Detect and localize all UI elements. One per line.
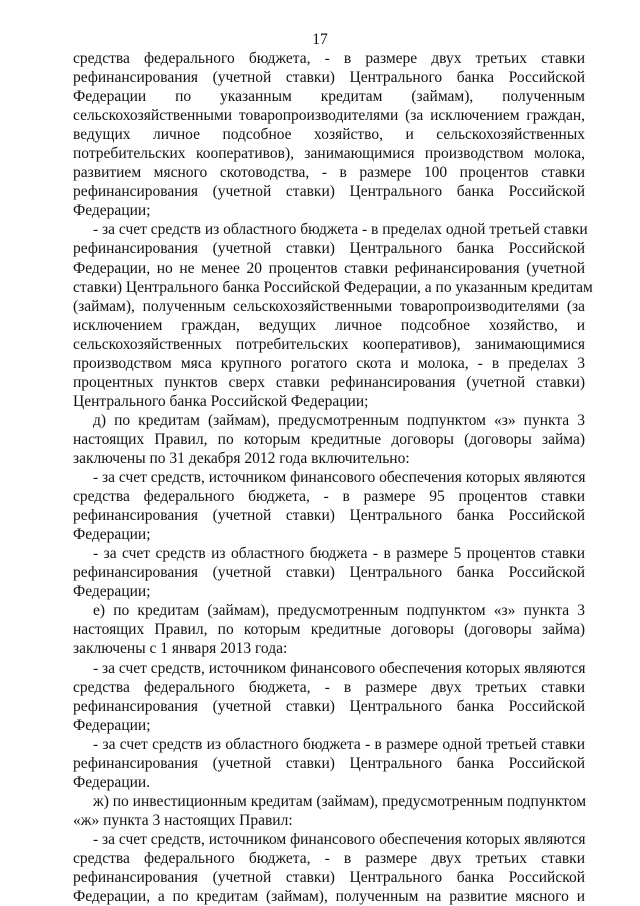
text-line: производством мяса крупного рогатого скота и молока, - в пределах 3: [73, 354, 585, 372]
text-line: рефинансирования (учетной ставки) Центрального банка Российской: [73, 697, 585, 715]
text-line: «ж» пункта 3 настоящих Правил:: [73, 811, 293, 829]
text-line: - за счет средств, источником финансового обеспечения которых являются: [93, 469, 586, 487]
document-body: [73, 49, 593, 906]
text-line: сельскохозяйственными товаропроизводителями (за исключением граждан,: [73, 107, 585, 125]
text-line: Федерации, но не менее 20 процентов ставки рефинансирования (учетной: [73, 259, 585, 277]
text-line: - за счет средств из областного бюджета - в размере 5 процентов ставки: [93, 545, 585, 563]
text-line: Федерации;: [73, 202, 151, 220]
text-line: рефинансирования (учетной ставки) Центрального банка Российской: [73, 183, 585, 201]
page-number: 17: [312, 31, 328, 48]
text-line: Федерации;: [73, 526, 151, 544]
text-line: средства федерального бюджета, - в размере 95 процентов ставки: [73, 488, 585, 506]
text-line: рефинансирования (учетной ставки) Центрального банка Российской: [73, 69, 585, 87]
text-line: потребительских кооперативов), занимающимися производством молока,: [73, 145, 585, 163]
text-line: (займам), полученным сельскохозяйственными товаропроизводителями (за: [73, 297, 585, 315]
text-line: - за счет средств, источником финансового обеспечения которых являются: [93, 659, 586, 677]
text-line: заключены с 1 января 2013 года:: [73, 640, 288, 658]
text-line: - за счет средств из областного бюджета - в размере одной третьей ставки: [93, 735, 585, 753]
text-line: Центрального банка Российской Федерации;: [73, 392, 369, 410]
text-line: средства федерального бюджета, - в размере двух третьих ставки: [73, 50, 585, 67]
text-line: Федерации;: [73, 716, 151, 734]
text-line: - за счет средств из областного бюджета - в пределах одной третьей ставки: [93, 221, 588, 239]
text-line: настоящих Правил, по которым кредитные договоры (договоры займа): [73, 430, 585, 448]
text-line: настоящих Правил, по которым кредитные договоры (договоры займа): [73, 621, 585, 639]
text-line: - за счет средств, источником финансового обеспечения которых являются: [93, 830, 586, 848]
text-line: рефинансирования (учетной ставки) Центрального банка Российской: [73, 507, 585, 525]
text-line: ведущих личное подсобное хозяйство, и сельскохозяйственных: [73, 126, 585, 144]
text-line: сельскохозяйственных потребительских кооперативов), занимающимися: [73, 335, 585, 353]
text-line: д) по кредитам (займам), предусмотренным подпунктом «з» пункта 3: [93, 411, 585, 429]
text-line: ж) по инвестиционным кредитам (займам), предусмотренным подпунктом: [93, 792, 587, 810]
text-line: Федерации;: [73, 583, 151, 601]
text-line: процентных пунктов сверх ставки рефинансирования (учетной ставки): [73, 373, 585, 391]
text-line: Федерации.: [73, 773, 151, 791]
text-line: средства федерального бюджета, - в размере двух третьих ставки: [73, 849, 585, 867]
text-line: ставки) Центрального банка Российской Федерации, а по указанным кредитам: [73, 278, 593, 296]
text-line: рефинансирования (учетной ставки) Центрального банка Российской: [73, 754, 585, 772]
text-line: рефинансирования (учетной ставки) Центрального банка Российской: [73, 564, 585, 582]
text-line: рефинансирования (учетной ставки) Центрального банка Российской: [73, 240, 585, 258]
text-line: е) по кредитам (займам), предусмотренным подпунктом «з» пункта 3: [93, 602, 585, 620]
text-line: средства федерального бюджета, - в размере двух третьих ставки: [73, 678, 585, 696]
text-line: Федерации по указанным кредитам (займам), полученным: [73, 88, 585, 106]
text-line: Федерации, а по кредитам (займам), полученным на развитие мясного и: [73, 888, 585, 906]
text-line: исключением граждан, ведущих личное подсобное хозяйство, и: [73, 316, 585, 334]
text-line: развитием мясного скотоводства, - в размере 100 процентов ставки: [73, 164, 585, 182]
text-line: рефинансирования (учетной ставки) Центрального банка Российской: [73, 869, 585, 887]
text-line: заключены по 31 декабря 2012 года включительно:: [73, 449, 410, 467]
